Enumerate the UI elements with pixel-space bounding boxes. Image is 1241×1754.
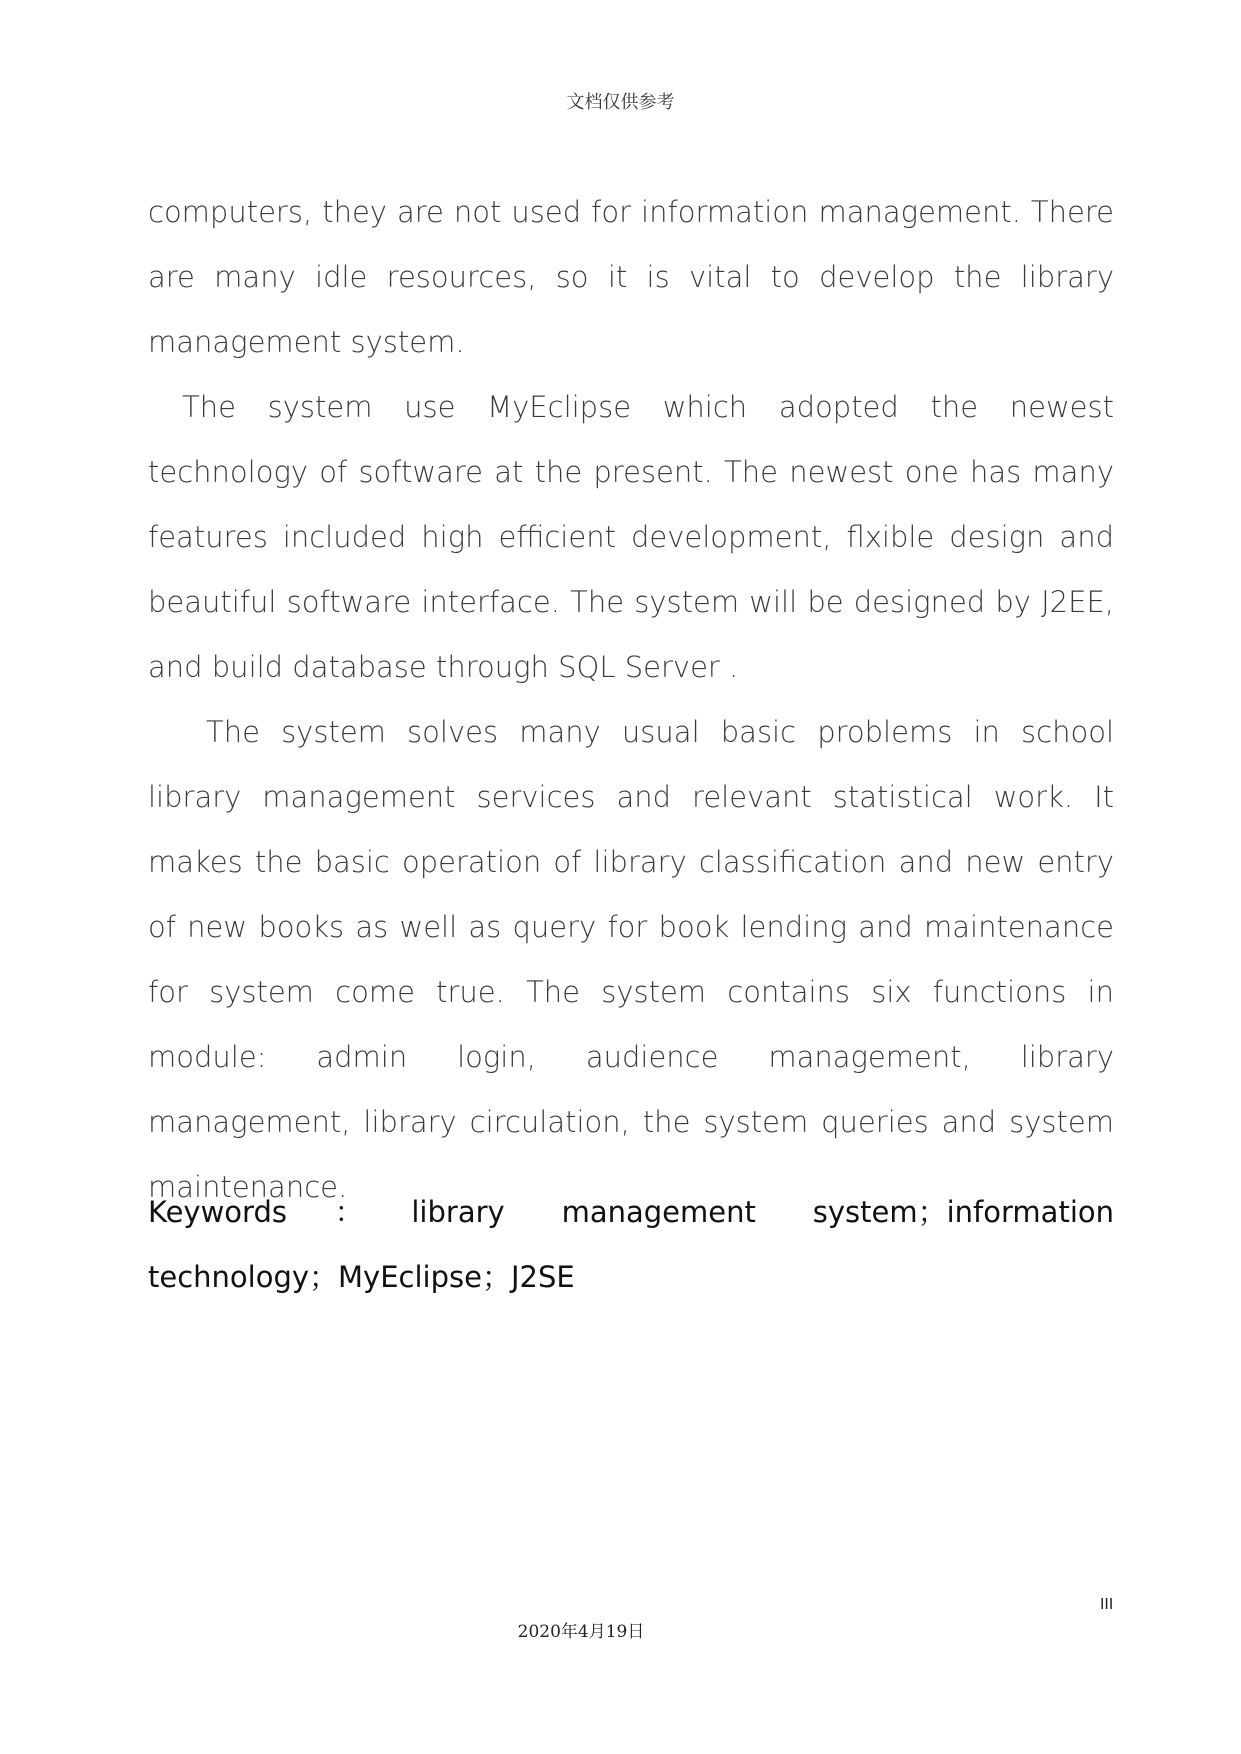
footer-date: 2020年4月19日 [517,1622,645,1642]
page-number: III [1100,1595,1114,1613]
abstract-body [148,180,1114,1220]
header-note: 文档仅供参考 [566,92,675,113]
paragraph-3: The system solves many usual basic problems in school library management services and relevant statistical work. It makes the basic operation of library classification and new entry of new books as well as query for book lending and maintenance for system come true. The system contains six functions in module: admin login, audience management, library management, library circulation, the system queries and system maintenance. [148,715,1114,1204]
paragraph-1: computers, they are not used for information management. There are many idle resources, so it is vital to develop the library management system. [148,195,1114,359]
keywords-line: Keywords：library management system；information technology；MyEclipse；J2SE [148,1195,1114,1294]
paragraph-2: The system use MyEclipse which adopted the newest technology of software at the present. The newest one has many features included high efficient development, flxible design and beautiful software interface. The system will be designed by J2EE, and build database through SQL Server . [148,390,1114,684]
keywords-section [148,1180,1114,1310]
